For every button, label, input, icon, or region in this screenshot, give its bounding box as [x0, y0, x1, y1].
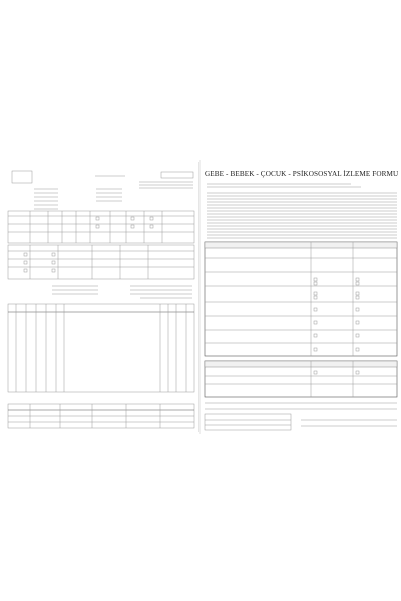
right-intro-lines	[207, 184, 397, 238]
left-header-block	[12, 171, 193, 188]
right-signature-area	[205, 403, 397, 430]
left-large-table	[8, 304, 194, 392]
right-question-table	[205, 242, 397, 356]
left-identity-rows	[34, 189, 122, 209]
left-mid-fields	[52, 286, 192, 298]
right-form-page	[201, 162, 401, 432]
left-top-grid	[8, 211, 194, 243]
left-form-drawing	[0, 162, 198, 432]
left-middle-grid	[8, 245, 194, 279]
right-lower-table	[205, 361, 397, 397]
left-form-page	[0, 162, 199, 432]
form-title: GEBE - BEBEK - ÇOCUK - PSİKOSOSYAL İZLEME FORMU	[205, 170, 399, 178]
right-form-drawing	[201, 162, 401, 432]
left-bottom-table	[8, 404, 194, 428]
